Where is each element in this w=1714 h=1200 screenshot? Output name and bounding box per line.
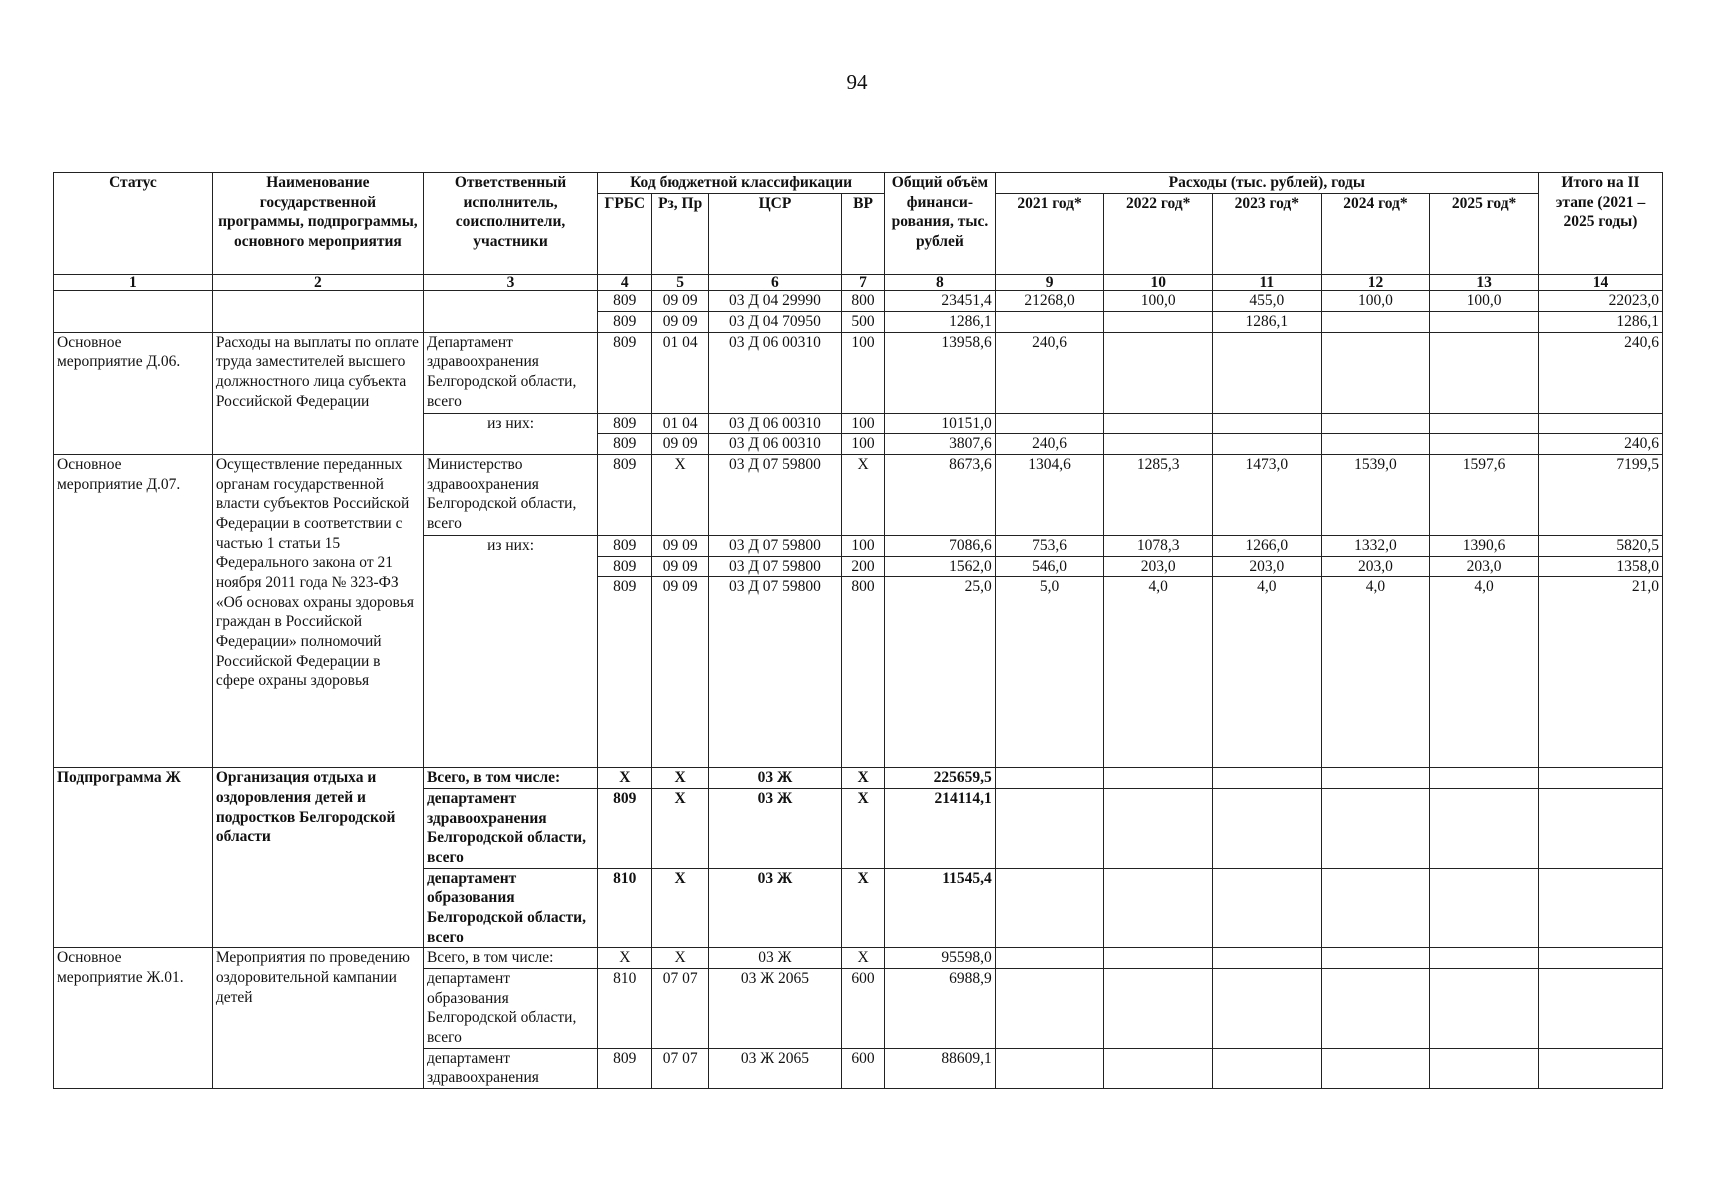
y2022-cell: 1285,3 (1104, 454, 1213, 535)
y2023-cell: 4,0 (1213, 577, 1322, 768)
total-cell: 3807,6 (885, 434, 996, 455)
total-cell: 10151,0 (885, 413, 996, 434)
csr-cell: 03 Д 06 00310 (708, 413, 841, 434)
y2024-cell (1321, 788, 1430, 868)
itogo-cell (1538, 413, 1662, 434)
y2021-cell (995, 311, 1104, 332)
csr-cell: 03 Д 07 59800 (708, 454, 841, 535)
itogo-cell (1538, 1048, 1662, 1088)
y2025-cell (1430, 968, 1539, 1048)
y2024-cell (1321, 413, 1430, 434)
grbs-cell: 809 (598, 577, 652, 768)
y2021-cell: 5,0 (995, 577, 1104, 768)
rzpr-cell: 09 09 (652, 311, 708, 332)
table-row (54, 291, 1663, 312)
y2025-cell (1430, 948, 1539, 969)
vr-cell: Х (842, 454, 885, 535)
csr-cell: 03 Ж (708, 868, 841, 948)
y2023-cell: 1266,0 (1213, 535, 1322, 556)
header-itogo: Итого на II этапе (2021 – 2025 годы) (1538, 173, 1662, 275)
header-2024: 2024 год* (1321, 193, 1430, 274)
y2023-cell: 203,0 (1213, 556, 1322, 577)
vr-cell: 100 (842, 434, 885, 455)
table-row (54, 768, 1663, 789)
y2024-cell: 203,0 (1321, 556, 1430, 577)
y2022-cell (1104, 332, 1213, 413)
vr-cell: 100 (842, 413, 885, 434)
itogo-cell (1538, 968, 1662, 1048)
table-row (54, 332, 1663, 413)
vr-cell: Х (842, 768, 885, 789)
header-2025: 2025 год* (1430, 193, 1539, 274)
vr-cell: Х (842, 868, 885, 948)
csr-cell: 03 Д 06 00310 (708, 332, 841, 413)
col-number: 13 (1430, 274, 1539, 291)
y2022-cell (1104, 868, 1213, 948)
y2021-cell (995, 1048, 1104, 1088)
column-number-row (54, 274, 1663, 291)
status-cell: Основное мероприятие Ж.01. (54, 948, 213, 1089)
y2023-cell (1213, 1048, 1322, 1088)
csr-cell: 03 Д 07 59800 (708, 577, 841, 768)
y2022-cell (1104, 948, 1213, 969)
header-vr: ВР (842, 193, 885, 274)
y2025-cell (1430, 332, 1539, 413)
col-number: 3 (423, 274, 597, 291)
y2023-cell: 1473,0 (1213, 454, 1322, 535)
header-expenses-group: Расходы (тыс. рублей), годы (995, 173, 1538, 194)
col-number: 1 (54, 274, 213, 291)
header-grbs: ГРБС (598, 193, 652, 274)
vr-cell: 100 (842, 535, 885, 556)
grbs-cell: 809 (598, 413, 652, 434)
col-number: 11 (1213, 274, 1322, 291)
y2021-cell (995, 413, 1104, 434)
grbs-cell: 809 (598, 434, 652, 455)
csr-cell: 03 Д 06 00310 (708, 434, 841, 455)
csr-cell: 03 Ж (708, 768, 841, 789)
itogo-cell (1538, 868, 1662, 948)
y2025-cell (1430, 788, 1539, 868)
y2021-cell: 21268,0 (995, 291, 1104, 312)
total-cell: 88609,1 (885, 1048, 996, 1088)
table-row (54, 948, 1663, 969)
y2023-cell: 1286,1 (1213, 311, 1322, 332)
responsible-cell: департамент образования Белгородской области, всего (423, 968, 597, 1048)
header-row-1 (54, 173, 1663, 194)
budget-table (53, 172, 1663, 1089)
y2024-cell (1321, 868, 1430, 948)
grbs-cell: 809 (598, 788, 652, 868)
total-cell: 225659,5 (885, 768, 996, 789)
responsible-cell: департамент здравоохранения Белгородской области, всего (423, 788, 597, 868)
responsible-cell: Всего, в том числе: (423, 768, 597, 789)
header-rzpr: Рз, Пр (652, 193, 708, 274)
y2022-cell (1104, 1048, 1213, 1088)
vr-cell: 100 (842, 332, 885, 413)
rzpr-cell: 09 09 (652, 556, 708, 577)
y2025-cell (1430, 434, 1539, 455)
rzpr-cell: 09 09 (652, 291, 708, 312)
total-cell: 1286,1 (885, 311, 996, 332)
total-cell: 11545,4 (885, 868, 996, 948)
y2024-cell: 4,0 (1321, 577, 1430, 768)
rzpr-cell: 09 09 (652, 577, 708, 768)
y2025-cell: 1597,6 (1430, 454, 1539, 535)
y2023-cell (1213, 788, 1322, 868)
col-number: 14 (1538, 274, 1662, 291)
vr-cell: 500 (842, 311, 885, 332)
vr-cell: 800 (842, 291, 885, 312)
y2021-cell: 240,6 (995, 434, 1104, 455)
rzpr-cell: Х (652, 768, 708, 789)
y2024-cell: 100,0 (1321, 291, 1430, 312)
grbs-cell: 810 (598, 968, 652, 1048)
y2021-cell: 1304,6 (995, 454, 1104, 535)
y2022-cell: 4,0 (1104, 577, 1213, 768)
status-cell: Основное мероприятие Д.07. (54, 454, 213, 767)
y2023-cell (1213, 968, 1322, 1048)
y2025-cell (1430, 768, 1539, 789)
y2022-cell: 100,0 (1104, 291, 1213, 312)
rzpr-cell: 07 07 (652, 968, 708, 1048)
responsible-cell: департамент здравоохранения (423, 1048, 597, 1088)
col-number: 5 (652, 274, 708, 291)
empty-cell (423, 291, 597, 332)
rzpr-cell: 09 09 (652, 535, 708, 556)
y2022-cell (1104, 788, 1213, 868)
vr-cell: Х (842, 948, 885, 969)
responsible-cell: Департамент здравоохранения Белгородской области, всего (423, 332, 597, 413)
itogo-cell: 21,0 (1538, 577, 1662, 768)
header-2021: 2021 год* (995, 193, 1104, 274)
csr-cell: 03 Ж (708, 948, 841, 969)
y2022-cell (1104, 413, 1213, 434)
y2025-cell: 4,0 (1430, 577, 1539, 768)
col-number: 7 (842, 274, 885, 291)
csr-cell: 03 Д 04 29990 (708, 291, 841, 312)
y2021-cell (995, 768, 1104, 789)
table-row (54, 454, 1663, 535)
responsible-cell: Всего, в том числе: (423, 948, 597, 969)
y2025-cell (1430, 1048, 1539, 1088)
col-number: 2 (212, 274, 423, 291)
responsible-cell: из них: (423, 413, 597, 454)
col-number: 6 (708, 274, 841, 291)
status-cell: Основное мероприятие Д.06. (54, 332, 213, 454)
csr-cell: 03 Д 07 59800 (708, 556, 841, 577)
vr-cell: Х (842, 788, 885, 868)
total-cell: 13958,6 (885, 332, 996, 413)
y2022-cell (1104, 434, 1213, 455)
responsible-cell: из них: (423, 535, 597, 767)
rzpr-cell: 01 04 (652, 332, 708, 413)
total-cell: 1562,0 (885, 556, 996, 577)
y2021-cell (995, 948, 1104, 969)
col-number: 4 (598, 274, 652, 291)
y2021-cell: 753,6 (995, 535, 1104, 556)
y2025-cell (1430, 311, 1539, 332)
y2025-cell: 100,0 (1430, 291, 1539, 312)
itogo-cell: 240,6 (1538, 434, 1662, 455)
csr-cell: 03 Ж 2065 (708, 968, 841, 1048)
col-number: 8 (885, 274, 996, 291)
csr-cell: 03 Ж (708, 788, 841, 868)
rzpr-cell: Х (652, 868, 708, 948)
y2021-cell (995, 788, 1104, 868)
grbs-cell: 809 (598, 454, 652, 535)
grbs-cell: 810 (598, 868, 652, 948)
empty-cell (54, 291, 213, 332)
y2024-cell: 1539,0 (1321, 454, 1430, 535)
header-name: Наименование государственной программы, подпрограммы, основного мероприятия (212, 173, 423, 275)
grbs-cell: 809 (598, 1048, 652, 1088)
col-number: 10 (1104, 274, 1213, 291)
total-cell: 95598,0 (885, 948, 996, 969)
y2024-cell (1321, 434, 1430, 455)
total-cell: 214114,1 (885, 788, 996, 868)
itogo-cell (1538, 788, 1662, 868)
grbs-cell: 809 (598, 291, 652, 312)
header-code-group: Код бюджетной классификации (598, 173, 885, 194)
y2022-cell (1104, 311, 1213, 332)
responsible-cell: Министерство здравоохранения Белгородской области, всего (423, 454, 597, 535)
grbs-cell: 809 (598, 535, 652, 556)
itogo-cell (1538, 768, 1662, 789)
y2023-cell (1213, 434, 1322, 455)
y2022-cell (1104, 768, 1213, 789)
y2022-cell (1104, 968, 1213, 1048)
total-cell: 8673,6 (885, 454, 996, 535)
y2021-cell: 546,0 (995, 556, 1104, 577)
y2024-cell (1321, 768, 1430, 789)
rzpr-cell: 01 04 (652, 413, 708, 434)
status-cell: Подпрограмма Ж (54, 768, 213, 948)
y2024-cell (1321, 968, 1430, 1048)
header-total: Общий объём финанси-рования, тыс. рублей (885, 173, 996, 275)
y2023-cell (1213, 948, 1322, 969)
grbs-cell: Х (598, 768, 652, 789)
grbs-cell: 809 (598, 311, 652, 332)
y2022-cell: 203,0 (1104, 556, 1213, 577)
csr-cell: 03 Д 04 70950 (708, 311, 841, 332)
vr-cell: 200 (842, 556, 885, 577)
name-cell: Осуществление переданных органам государственной власти субъектов Российской Федерации в соответствии с частью 1 статьи 15 Федерального закона от 21 ноября 2011 года № 323-ФЗ «Об основах охраны здоровья граждан в Российской Федерации» полномочий Российской Федерации в сфере охраны здоровья (212, 454, 423, 767)
y2022-cell: 1078,3 (1104, 535, 1213, 556)
y2024-cell: 1332,0 (1321, 535, 1430, 556)
vr-cell: 600 (842, 968, 885, 1048)
header-status: Статус (54, 173, 213, 275)
y2024-cell (1321, 948, 1430, 969)
header-csr: ЦСР (708, 193, 841, 274)
grbs-cell: 809 (598, 332, 652, 413)
itogo-cell: 22023,0 (1538, 291, 1662, 312)
name-cell: Расходы на выплаты по оплате труда заместителей высшего должностного лица субъекта Российской Федерации (212, 332, 423, 454)
empty-cell (212, 291, 423, 332)
rzpr-cell: 07 07 (652, 1048, 708, 1088)
y2024-cell (1321, 332, 1430, 413)
col-number: 12 (1321, 274, 1430, 291)
rzpr-cell: 09 09 (652, 434, 708, 455)
csr-cell: 03 Ж 2065 (708, 1048, 841, 1088)
grbs-cell: 809 (598, 556, 652, 577)
y2025-cell: 1390,6 (1430, 535, 1539, 556)
y2023-cell (1213, 868, 1322, 948)
name-cell: Организация отдыха и оздоровления детей и подростков Белгородской области (212, 768, 423, 948)
vr-cell: 800 (842, 577, 885, 768)
y2023-cell: 455,0 (1213, 291, 1322, 312)
itogo-cell: 1286,1 (1538, 311, 1662, 332)
y2023-cell (1213, 413, 1322, 434)
csr-cell: 03 Д 07 59800 (708, 535, 841, 556)
header-2022: 2022 год* (1104, 193, 1213, 274)
page-number: 94 (846, 70, 868, 94)
total-cell: 6988,9 (885, 968, 996, 1048)
y2025-cell (1430, 868, 1539, 948)
rzpr-cell: Х (652, 788, 708, 868)
y2024-cell (1321, 1048, 1430, 1088)
rzpr-cell: Х (652, 454, 708, 535)
y2021-cell (995, 968, 1104, 1048)
itogo-cell (1538, 948, 1662, 969)
rzpr-cell: Х (652, 948, 708, 969)
itogo-cell: 7199,5 (1538, 454, 1662, 535)
header-2023: 2023 год* (1213, 193, 1322, 274)
y2024-cell (1321, 311, 1430, 332)
itogo-cell: 5820,5 (1538, 535, 1662, 556)
y2025-cell (1430, 413, 1539, 434)
y2025-cell: 203,0 (1430, 556, 1539, 577)
total-cell: 7086,6 (885, 535, 996, 556)
grbs-cell: Х (598, 948, 652, 969)
total-cell: 25,0 (885, 577, 996, 768)
y2021-cell (995, 868, 1104, 948)
vr-cell: 600 (842, 1048, 885, 1088)
responsible-cell: департамент образования Белгородской области, всего (423, 868, 597, 948)
total-cell: 23451,4 (885, 291, 996, 312)
y2021-cell: 240,6 (995, 332, 1104, 413)
header-responsible: Ответственный исполнитель, соисполнители, участники (423, 173, 597, 275)
name-cell: Мероприятия по проведению оздоровительной кампании детей (212, 948, 423, 1089)
y2023-cell (1213, 332, 1322, 413)
itogo-cell: 240,6 (1538, 332, 1662, 413)
y2023-cell (1213, 768, 1322, 789)
itogo-cell: 1358,0 (1538, 556, 1662, 577)
col-number: 9 (995, 274, 1104, 291)
